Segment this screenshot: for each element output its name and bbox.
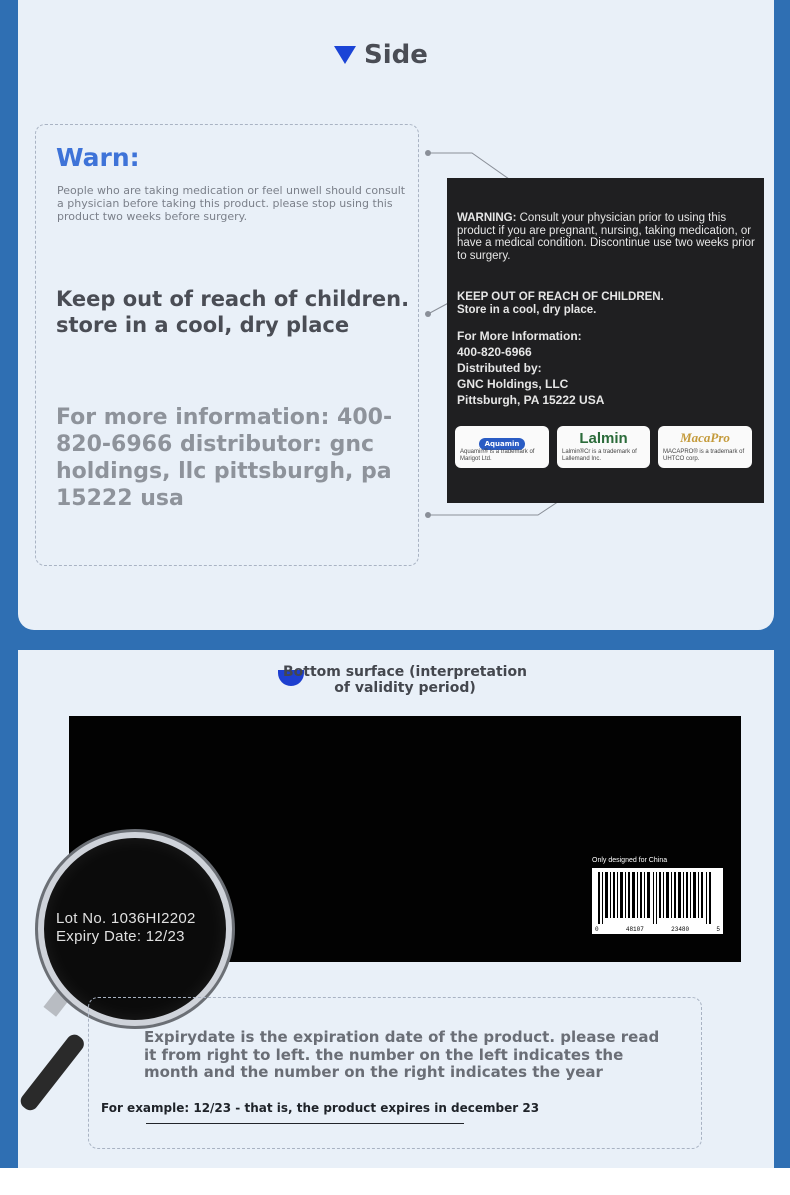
lalmin-logo (557, 426, 650, 468)
barcode-caption: Only designed for China (592, 857, 668, 864)
aquamin-logo-name: Aquamin (479, 438, 526, 450)
label-keep-1: KEEP OUT OF REACH OF CHILDREN. (457, 291, 664, 303)
label-keep-2: Store in a cool, dry place. (457, 304, 597, 316)
barcode-digit-1: 48107 (625, 926, 644, 933)
label-more-info: For More Information: (457, 329, 582, 343)
connector-dot-1 (425, 150, 431, 156)
expiry-date: Expiry Date: 12/23 (56, 928, 185, 945)
barcode-bars (592, 870, 723, 926)
barcode-digit-2: 23480 (671, 926, 690, 933)
label-warning (457, 212, 757, 262)
barcode-digits (592, 926, 723, 933)
lot-number: Lot No. 1036HI2202 (56, 910, 196, 927)
product-label-image (447, 178, 764, 503)
label-warning-bold: WARNING: (457, 212, 517, 224)
lalmin-logo-name: Lalmin (579, 430, 628, 447)
lens-text (56, 910, 196, 946)
barcode-digit-3: 5 (716, 926, 720, 933)
more-info-text: For more information: 400-820-6966 distributor: gnc holdings, llc pittsburgh, pa 15222 usa (56, 405, 393, 511)
keep-out-text: Keep out of reach of children. store in a cool, dry place (56, 287, 410, 337)
warn-heading: Warn: (56, 143, 140, 172)
label-company: GNC Holdings, LLC (457, 377, 569, 391)
warn-text: People who are taking medication or feel unwell should consult a physician before taking this product. please stop using this product two weeks before surgery. (57, 184, 406, 223)
barcode (592, 868, 723, 934)
bottom-title: Bottom surface (interpretation of validity period) (282, 664, 528, 696)
aquamin-logo-note: Aquamin® is a trademark of Marigot Ltd. (460, 449, 535, 462)
expiry-example: For example: 12/23 - that is, the product expires in december 23 (101, 1101, 540, 1115)
barcode-digit-0: 0 (595, 926, 599, 933)
example-underline (146, 1123, 464, 1124)
label-distributed: Distributed by: (457, 361, 542, 375)
macapro-logo-note: MACAPRO® is a trademark of UHTCO corp. (663, 449, 745, 462)
expiry-explanation: Expirydate is the expiration date of the product. please read it from right to left. the number on the left indicates the month and the number on the right indicates the year (144, 1028, 660, 1081)
label-address: Pittsburgh, PA 15222 USA (457, 393, 605, 407)
macapro-logo-name: MacaPro (680, 430, 730, 445)
macapro-logo (658, 426, 752, 468)
lalmin-logo-note: Lalmin®Cr is a trademark of Lallemand Inc. (562, 449, 637, 462)
label-phone: 400-820-6966 (457, 345, 532, 359)
label-warning-text: Consult your physician prior to using this product if you are pregnant, nursing, taking medication, or have a medical condition. Discontinue use two weeks prior to surgery. (457, 212, 755, 262)
connector-dot-3 (425, 512, 431, 518)
aquamin-logo (455, 426, 549, 468)
side-title-text: Side (364, 40, 428, 70)
connector-dot-2 (425, 311, 431, 317)
